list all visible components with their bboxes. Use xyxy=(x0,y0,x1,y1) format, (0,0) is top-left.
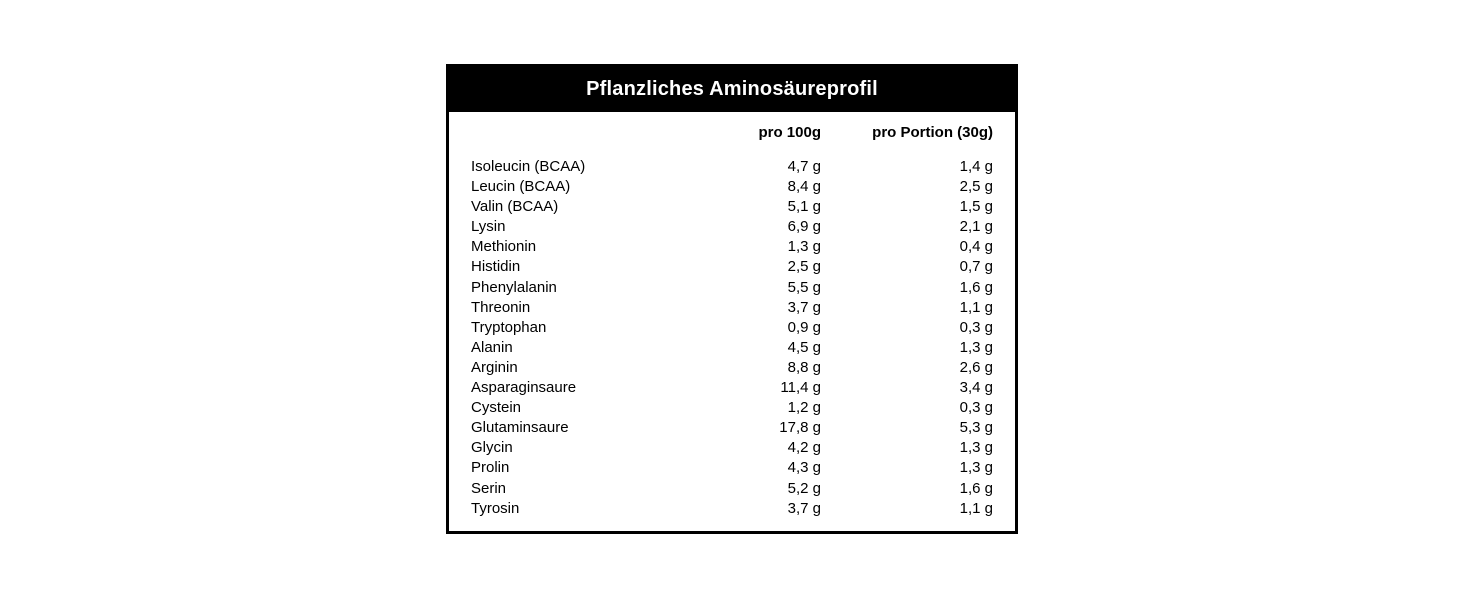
table-row xyxy=(449,298,1015,318)
table-row xyxy=(449,257,1015,277)
value-per-100g: 5,5 g xyxy=(787,278,821,296)
table-row xyxy=(449,418,1015,438)
value-per-portion: 1,1 g xyxy=(959,499,993,517)
table-row xyxy=(449,318,1015,338)
value-per-100g: 4,7 g xyxy=(787,158,821,175)
table-row xyxy=(449,237,1015,257)
amino-acid-name: Lysin xyxy=(471,218,506,236)
table-row xyxy=(449,278,1015,298)
value-per-100g: 4,3 g xyxy=(787,459,821,477)
amino-acid-name: Threonin xyxy=(471,298,531,316)
value-per-100g: 3,7 g xyxy=(787,499,821,517)
value-per-portion: 2,1 g xyxy=(959,218,993,236)
amino-acid-name: Isoleucin (BCAA) xyxy=(471,158,586,175)
table-row xyxy=(449,479,1015,499)
value-per-portion: 0,3 g xyxy=(959,399,993,417)
amino-acid-name: Arginin xyxy=(471,358,518,376)
amino-acid-name: Glycin xyxy=(471,439,513,457)
table-row xyxy=(449,217,1015,237)
amino-acid-name: Glutaminsaure xyxy=(471,419,569,437)
value-per-100g: 3,7 g xyxy=(787,298,821,316)
amino-acid-name: Asparaginsaure xyxy=(471,379,577,397)
value-per-portion: 1,5 g xyxy=(959,198,993,216)
value-per-portion: 1,4 g xyxy=(959,158,993,175)
value-per-100g: 11,4 g xyxy=(780,379,821,397)
value-per-portion: 1,6 g xyxy=(959,479,993,497)
column-header-per-portion: pro Portion (30g) xyxy=(872,124,993,141)
value-per-portion: 0,4 g xyxy=(959,238,993,256)
value-per-100g: 6,9 g xyxy=(787,218,821,236)
amino-acid-name: Prolin xyxy=(471,459,510,477)
table-body xyxy=(449,157,1015,519)
amino-acid-name: Histidin xyxy=(471,258,521,276)
table-row xyxy=(449,499,1015,519)
amino-acid-name: Tyrosin xyxy=(471,499,520,517)
table-row xyxy=(449,378,1015,398)
value-per-portion: 1,3 g xyxy=(959,338,993,356)
amino-acid-name: Leucin (BCAA) xyxy=(471,178,571,196)
table-title: Pflanzliches Aminosäureprofil xyxy=(449,67,1015,112)
value-per-portion: 1,3 g xyxy=(959,459,993,477)
value-per-100g: 17,8 g xyxy=(779,419,821,437)
value-per-portion: 1,6 g xyxy=(959,278,993,296)
value-per-portion: 5,3 g xyxy=(959,419,993,437)
amino-acid-table xyxy=(446,64,1018,534)
amino-acid-name: Alanin xyxy=(471,338,513,356)
value-per-100g: 5,1 g xyxy=(787,198,821,216)
table-row xyxy=(449,177,1015,197)
value-per-100g: 2,5 g xyxy=(787,258,821,276)
amino-acid-name: Serin xyxy=(471,479,507,497)
value-per-portion: 3,4 g xyxy=(959,379,993,397)
value-per-100g: 0,9 g xyxy=(787,318,821,336)
value-per-100g: 8,4 g xyxy=(787,178,821,196)
table-row xyxy=(449,157,1015,177)
table-row xyxy=(449,438,1015,458)
table-row xyxy=(449,358,1015,378)
value-per-100g: 5,2 g xyxy=(787,479,821,497)
table-row xyxy=(449,338,1015,358)
value-per-100g: 4,2 g xyxy=(787,439,821,457)
amino-acid-name: Methionin xyxy=(471,238,537,256)
value-per-100g: 1,2 g xyxy=(787,399,821,417)
value-per-portion: 1,1 g xyxy=(959,298,993,316)
value-per-portion: 2,6 g xyxy=(959,358,993,376)
amino-acid-name: Cystein xyxy=(471,399,522,417)
value-per-100g: 8,8 g xyxy=(787,358,821,376)
value-per-100g: 4,5 g xyxy=(787,338,821,356)
value-per-100g: 1,3 g xyxy=(787,238,821,256)
value-per-portion: 0,7 g xyxy=(959,258,993,276)
table-row xyxy=(449,197,1015,217)
amino-acid-name: Tryptophan xyxy=(471,318,547,336)
table-row xyxy=(449,398,1015,418)
value-per-portion: 1,3 g xyxy=(959,439,993,457)
amino-acid-name: Phenylalanin xyxy=(471,278,557,296)
table-row xyxy=(449,458,1015,478)
column-headers xyxy=(449,124,1015,144)
column-header-per-100g: pro 100g xyxy=(758,124,821,141)
value-per-portion: 2,5 g xyxy=(959,178,993,196)
value-per-portion: 0,3 g xyxy=(959,318,993,336)
amino-acid-name: Valin (BCAA) xyxy=(471,198,559,216)
